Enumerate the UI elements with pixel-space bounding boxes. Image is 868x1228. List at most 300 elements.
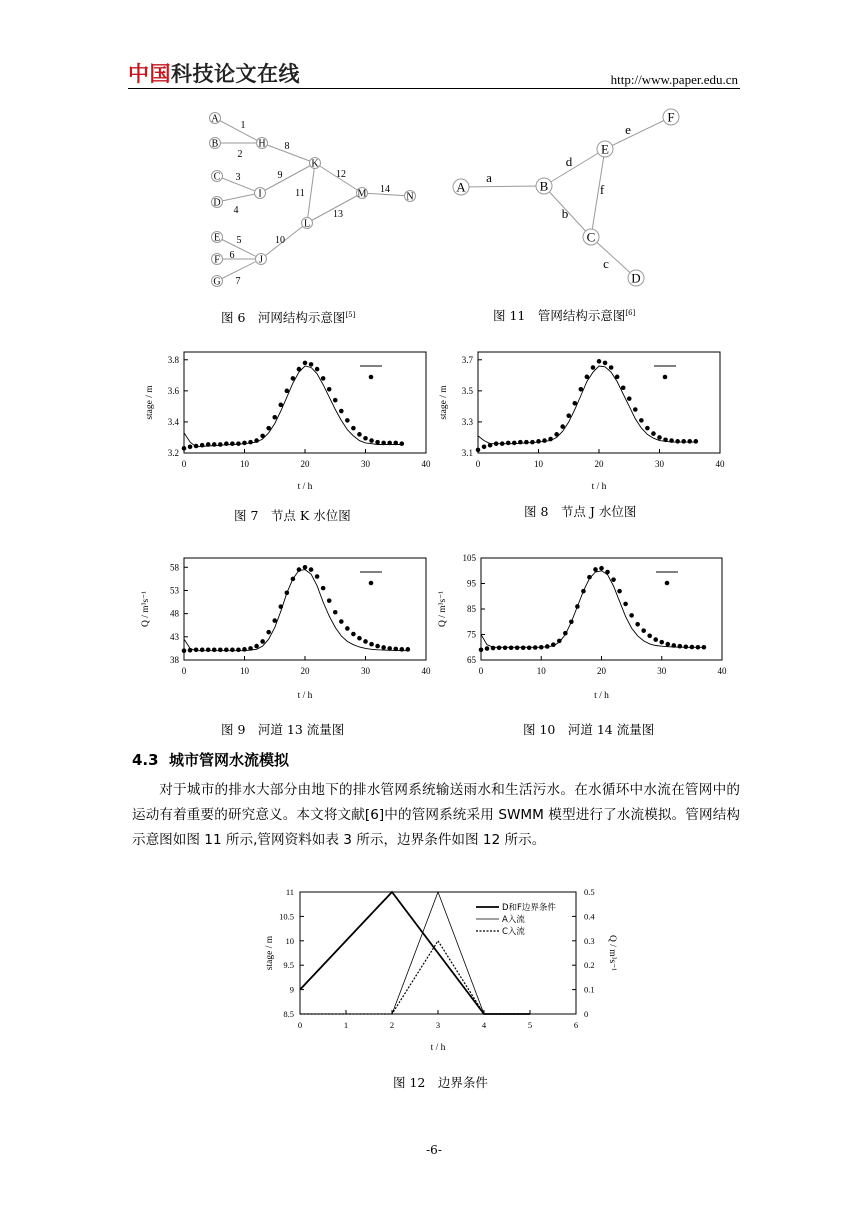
fig6-edge-label: 2 (237, 149, 243, 160)
fig8-chart (439, 352, 725, 492)
fig9-point (315, 574, 320, 579)
fig9-point (321, 586, 326, 591)
fig7-x-tick-label: 20 (300, 459, 310, 469)
fig10-point (629, 613, 634, 618)
fig12-x-tick-label: 3 (435, 1020, 441, 1030)
fig9-point (345, 626, 350, 631)
fig11-edge (605, 117, 671, 149)
fig6-edge-label: 8 (284, 141, 290, 152)
fig12-y2-tick-label: 0.4 (584, 911, 595, 922)
fig11-node-label: F (667, 109, 675, 125)
fig8-point (488, 443, 493, 448)
fig11-caption-text: 图 11 管网结构示意图 (493, 308, 626, 323)
fig7-point (345, 418, 350, 423)
fig9-frame (184, 558, 426, 660)
fig8-point (542, 438, 547, 443)
fig10-point (479, 648, 484, 653)
fig9-point (230, 648, 235, 653)
fig9-point (303, 565, 308, 570)
fig12-y2-axis-label: Q / m³s⁻¹ (607, 934, 617, 972)
fig12-x-tick-label: 4 (481, 1020, 487, 1030)
fig9-point (279, 604, 284, 609)
fig10-x-tick-label: 40 (717, 666, 727, 676)
fig8-point (494, 441, 499, 446)
fig10-point (702, 645, 707, 650)
fig6-edge-label: 3 (235, 172, 241, 183)
fig11-node-label: B (539, 178, 549, 194)
fig12-caption: 图 12 边界条件 (393, 1075, 488, 1090)
fig7-point (387, 441, 392, 446)
fig9-y-tick-label: 43 (170, 631, 179, 642)
fig8-point (500, 441, 505, 446)
fig11-edge (544, 149, 605, 186)
fig8-point (639, 418, 644, 423)
fig8-point (573, 401, 578, 406)
fig10-point (665, 642, 670, 647)
fig6-edge-label: 12 (336, 169, 346, 180)
fig6-node-label: K (311, 158, 319, 170)
fig6-node-label: B (211, 138, 219, 150)
fig9-point (309, 567, 314, 572)
fig10-point (533, 645, 538, 650)
fig7-point (309, 362, 314, 367)
fig10-y-tick-label: 75 (467, 629, 476, 640)
fig6-node-label: N (406, 191, 414, 203)
fig7-point (369, 438, 374, 443)
fig11-node-label: D (631, 270, 641, 286)
fig8-point (548, 437, 553, 442)
fig7-point (321, 376, 326, 381)
fig7-point (351, 426, 356, 431)
fig10-point (485, 646, 490, 651)
fig9-point (212, 648, 217, 653)
fig6-node-label: E (213, 232, 221, 244)
fig11-edge (591, 237, 636, 278)
fig7-chart (145, 352, 431, 492)
fig7-point (315, 367, 320, 372)
fig9-point (351, 632, 356, 637)
fig6-node-label: M (357, 188, 367, 200)
fig8-point (675, 439, 680, 444)
fig6-edge-label: 4 (233, 205, 239, 216)
fig10-point (575, 604, 580, 609)
fig10-point (647, 633, 652, 638)
fig7-point (400, 441, 405, 446)
fig8-point (560, 424, 565, 429)
fig7-caption: 图 7 节点 K 水位图 (234, 508, 351, 523)
fig10-point (497, 645, 502, 650)
fig10-point (563, 631, 568, 636)
fig9-chart (141, 558, 431, 701)
fig7-point (248, 440, 253, 445)
fig9-point (339, 619, 344, 624)
fig9-point (406, 647, 411, 652)
fig9-point (381, 645, 386, 650)
fig10-y-tick-label: 85 (467, 604, 476, 614)
fig7-point (266, 426, 271, 431)
fig7-point (303, 361, 308, 366)
fig7-point (182, 446, 187, 451)
fig9-point (363, 639, 368, 644)
fig11-edge-label: a (486, 170, 492, 185)
fig12-y2-tick-label: 0.5 (584, 887, 595, 897)
fig8-point (627, 396, 632, 401)
fig9-point (206, 648, 211, 653)
fig11-caption-ref[interactable]: [6] (625, 308, 636, 317)
fig8-y-tick-label: 3.1 (461, 448, 473, 458)
fig8-x-axis-label: t / h (591, 482, 607, 492)
fig7-point (260, 434, 265, 439)
fig6-edge-label: 1 (240, 120, 246, 131)
fig7-y-axis-label: stage / m (145, 385, 155, 420)
fig8-point (476, 448, 481, 453)
fig9-point (393, 647, 398, 652)
fig10-chart (438, 553, 727, 701)
fig9-y-tick-label: 48 (170, 608, 179, 619)
fig6-node-label: F (214, 254, 220, 266)
fig10-point (557, 639, 562, 644)
fig9-x-tick-label: 40 (421, 666, 431, 676)
fig7-point (363, 436, 368, 441)
fig12-legend-label: A入流 (502, 915, 525, 925)
fig11-edge-label: d (565, 154, 573, 169)
fig9-point (218, 648, 223, 653)
fig7-point (212, 442, 217, 447)
fig11-node-label: C (586, 229, 596, 245)
fig12-y-tick-label: 9.5 (283, 960, 294, 971)
fig6-caption-ref[interactable]: [5] (345, 310, 356, 319)
fig11-edge-label: c (603, 256, 609, 271)
fig7-point (297, 367, 302, 372)
fig7-x-tick-label: 40 (421, 459, 431, 469)
fig8-x-tick-label: 20 (594, 459, 604, 469)
fig9-x-axis-label: t / h (297, 691, 313, 701)
fig12-x-tick-label: 0 (297, 1020, 303, 1030)
fig10-point (611, 577, 616, 582)
fig8-point (669, 438, 674, 443)
fig10-point (551, 642, 556, 647)
fig9-caption: 图 9 河道 13 流量图 (221, 722, 345, 737)
fig7-point (357, 432, 362, 437)
section-number: 4.3 (132, 751, 159, 769)
fig10-y-axis-label: Q / m³s⁻¹ (438, 590, 448, 628)
fig7-point (291, 376, 296, 381)
fig10-point (599, 566, 604, 571)
fig9-point (266, 630, 271, 635)
fig9-x-tick-label: 20 (300, 666, 310, 676)
body-paragraph: 对于城市的排水大部分由地下的排水管网系统输送雨水和生活污水。在水循环中水流在管网中的运动有着重要的研究意义。本文将文献[6]中的管网系统采用 SWMM 模型进行了水流模拟。管网结构示意图如图 11 所示,管网资料如表 3 所示，边界条件如图 12 所示。 (132, 782, 740, 848)
fig11-edge-label: e (625, 122, 631, 137)
fig12-legend-label: C入流 (502, 927, 525, 937)
fig7-x-axis-label: t / h (297, 482, 313, 492)
fig8-point (482, 444, 487, 449)
fig7-x-tick-label: 0 (181, 459, 187, 469)
fig7-x-tick-label: 10 (240, 459, 249, 469)
fig6-edge (260, 163, 315, 193)
fig9-point (242, 647, 247, 652)
fig8-point (579, 387, 584, 392)
fig9-x-tick-label: 10 (240, 666, 249, 676)
fig10-series-line (481, 571, 704, 648)
fig10-x-tick-label: 20 (597, 666, 606, 676)
fig9-point (224, 648, 229, 653)
fig7-y-tick-label: 3.8 (167, 354, 179, 365)
fig9-point (260, 639, 265, 644)
fig9-point (400, 647, 405, 652)
fig8-point (524, 440, 529, 445)
fig8-point (536, 439, 541, 444)
fig10-x-tick-label: 30 (657, 666, 667, 676)
fig10-x-tick-label: 10 (536, 666, 546, 676)
fig7-point (242, 441, 247, 446)
fig6-caption-text: 图 6 河网结构示意图 (221, 310, 346, 325)
fig6-node-label: I (258, 188, 262, 200)
fig8-x-tick-label: 0 (475, 459, 481, 469)
fig10-point (503, 645, 508, 650)
fig9-point (369, 642, 374, 647)
fig12-y-tick-label: 10.5 (279, 911, 294, 922)
fig10-y-tick-label: 65 (467, 655, 476, 665)
fig9-y-tick-label: 58 (170, 562, 179, 573)
fig8-y-tick-label: 3.5 (461, 385, 473, 396)
fig8-frame (478, 352, 720, 453)
fig8-point (694, 439, 699, 444)
fig7-point (339, 409, 344, 414)
fig10-caption: 图 10 河道 14 流量图 (523, 722, 655, 737)
fig12-y-tick-label: 10 (285, 935, 294, 946)
fig9-legend-dot (369, 581, 374, 586)
fig10-x-axis-label: t / h (594, 691, 609, 701)
fig9-point (236, 648, 241, 653)
fig8-y-axis-label: stage / m (439, 385, 449, 420)
fig10-point (581, 589, 586, 594)
fig7-point (194, 444, 199, 449)
fig9-y-axis-label: Q / m³s⁻¹ (141, 590, 151, 628)
fig6-node-label: G (213, 276, 221, 288)
fig8-x-tick-label: 30 (655, 459, 664, 469)
fig10-y-tick-label: 95 (467, 578, 476, 589)
fig9-point (254, 644, 259, 649)
fig7-x-tick-label: 30 (361, 459, 370, 469)
fig10-point (617, 589, 622, 594)
fig7-point (236, 441, 241, 446)
fig9-point (188, 648, 193, 653)
fig8-point (687, 439, 692, 444)
fig9-x-tick-label: 0 (181, 666, 187, 676)
fig8-point (591, 365, 596, 370)
fig7-frame (184, 352, 426, 453)
fig7-point (200, 443, 205, 448)
fig10-point (623, 602, 628, 607)
fig9-point (272, 618, 277, 623)
fig6-edge (215, 118, 262, 143)
fig9-point (357, 636, 362, 641)
fig6-diagram (210, 113, 416, 288)
fig9-point (375, 644, 380, 649)
fig12-y2-tick-label: 0.3 (584, 935, 595, 946)
fig8-point (566, 413, 571, 418)
fig10-point (509, 645, 514, 650)
fig6-edge (217, 193, 260, 202)
fig8-x-tick-label: 10 (534, 459, 543, 469)
fig10-point (593, 567, 598, 572)
fig7-point (218, 442, 223, 447)
fig7-point (381, 441, 386, 446)
fig11-diagram (453, 109, 679, 286)
fig6-edge-label: 11 (295, 188, 305, 199)
section-heading (132, 749, 289, 770)
fig10-point (672, 643, 677, 648)
fig7-y-tick-label: 3.2 (167, 448, 179, 458)
fig6-edge-label: 5 (236, 235, 242, 246)
fig10-point (569, 619, 574, 624)
fig8-caption: 图 8 节点 J 水位图 (524, 504, 637, 519)
fig9-point (200, 648, 205, 653)
fig6-edge-label: 10 (275, 235, 285, 246)
fig6-node-label: D (213, 197, 221, 209)
fig7-y-tick-label: 3.4 (167, 416, 179, 427)
fig12-x-tick-label: 1 (343, 1020, 349, 1030)
fig10-point (696, 645, 701, 650)
fig12-y2-tick-label: 0.1 (584, 984, 595, 995)
fig10-point (527, 645, 532, 650)
fig9-y-tick-label: 38 (170, 655, 179, 665)
fig7-point (230, 441, 235, 446)
fig8-point (554, 432, 559, 437)
fig8-point (645, 426, 650, 431)
fig8-point (651, 431, 656, 436)
fig6-edge-label: 6 (229, 250, 235, 261)
logo-red-text: 中国 (128, 62, 171, 86)
fig8-point (681, 439, 686, 444)
fig7-point (279, 403, 284, 408)
fig11-edge-label: f (599, 182, 605, 197)
fig9-y-tick-label: 53 (170, 585, 179, 596)
fig8-point (615, 375, 620, 380)
fig10-x-tick-label: 0 (478, 666, 484, 676)
fig10-point (684, 644, 689, 649)
fig6-node-label: H (258, 138, 266, 150)
fig8-y-tick-label: 3.7 (461, 354, 473, 365)
fig12-x-tick-label: 6 (573, 1020, 579, 1030)
fig9-series-line (184, 570, 408, 651)
fig12-y-axis-label: stage / m (265, 935, 275, 971)
fig6-edge-label: 14 (380, 184, 390, 195)
fig10-point (539, 645, 544, 650)
fig12-y2-tick-label: 0.2 (584, 960, 595, 971)
fig6-node-label: A (211, 113, 219, 125)
fig12-y-tick-label: 8.5 (283, 1009, 294, 1019)
fig10-y-tick-label: 105 (462, 553, 476, 563)
fig9-point (291, 577, 296, 582)
section-title: 城市管网水流模拟 (169, 751, 290, 769)
fig8-point (518, 440, 523, 445)
fig9-point (333, 610, 338, 615)
fig10-point (653, 637, 658, 642)
fig10-point (491, 646, 496, 651)
fig8-point (530, 440, 535, 445)
fig10-legend-dot (665, 581, 670, 586)
fig12-x-axis-label: t / h (430, 1043, 446, 1053)
fig7-point (327, 387, 332, 392)
fig11-node-label: E (601, 141, 609, 157)
fig6-edge (307, 163, 315, 223)
fig10-point (605, 570, 610, 575)
fig12-y-tick-label: 9 (289, 984, 294, 995)
fig7-point (272, 415, 277, 420)
fig7-point (206, 442, 211, 447)
fig9-point (327, 598, 332, 603)
fig10-point (515, 645, 520, 650)
fig9-point (297, 567, 302, 572)
fig9-point (182, 648, 187, 653)
fig7-point (254, 438, 259, 443)
fig6-edge-label: 9 (277, 170, 283, 181)
fig6-edge-label: 7 (235, 276, 241, 287)
fig9-point (194, 648, 199, 653)
fig12-x-tick-label: 5 (527, 1020, 533, 1030)
fig12-y-tick-label: 11 (285, 887, 294, 897)
fig6-node-label: J (259, 254, 263, 266)
fig10-point (521, 645, 526, 650)
fig10-point (635, 622, 640, 627)
fig9-point (387, 646, 392, 651)
fig9-x-tick-label: 30 (361, 666, 370, 676)
fig7-point (188, 444, 193, 449)
fig7-point (285, 389, 290, 394)
fig12-chart (265, 887, 617, 1053)
fig8-point (512, 441, 517, 446)
logo-dark-text: 科技论文在线 (171, 62, 300, 86)
fig8-point (506, 441, 511, 446)
fig7-point (375, 440, 380, 445)
fig6-node-label: C (213, 171, 221, 183)
fig12-x-tick-label: 2 (389, 1020, 395, 1030)
fig10-point (587, 575, 592, 580)
fig8-point (585, 375, 590, 380)
fig11-caption (493, 306, 635, 324)
fig11-edge-label: b (561, 206, 569, 221)
fig10-point (545, 644, 550, 649)
fig11-node-label: A (456, 179, 466, 195)
fig8-point (621, 385, 626, 390)
fig8-point (657, 435, 662, 440)
fig7-y-tick-label: 3.6 (167, 385, 179, 396)
fig7-point (224, 441, 229, 446)
fig6-node-label: L (303, 218, 311, 230)
header-url[interactable]: http://www.paper.edu.cn (610, 72, 738, 87)
fig12-legend-label: D和F边界条件 (502, 903, 556, 913)
page-number: -6- (426, 1143, 442, 1157)
fig10-point (659, 640, 664, 645)
fig10-point (678, 644, 683, 649)
fig7-point (333, 398, 338, 403)
fig9-point (285, 590, 290, 595)
fig11-edge (461, 186, 544, 187)
fig6-caption (221, 308, 355, 326)
fig8-point (663, 437, 668, 442)
fig8-legend-dot (663, 375, 668, 380)
fig6-edge-label: 13 (333, 209, 343, 220)
fig8-point (597, 359, 602, 364)
fig8-x-tick-label: 40 (715, 459, 725, 469)
fig7-point (393, 441, 398, 446)
fig7-legend-dot (369, 375, 374, 380)
fig12-y2-tick-label: 0 (584, 1009, 589, 1019)
fig9-point (248, 646, 253, 651)
fig8-point (609, 365, 614, 370)
fig10-point (690, 645, 695, 650)
